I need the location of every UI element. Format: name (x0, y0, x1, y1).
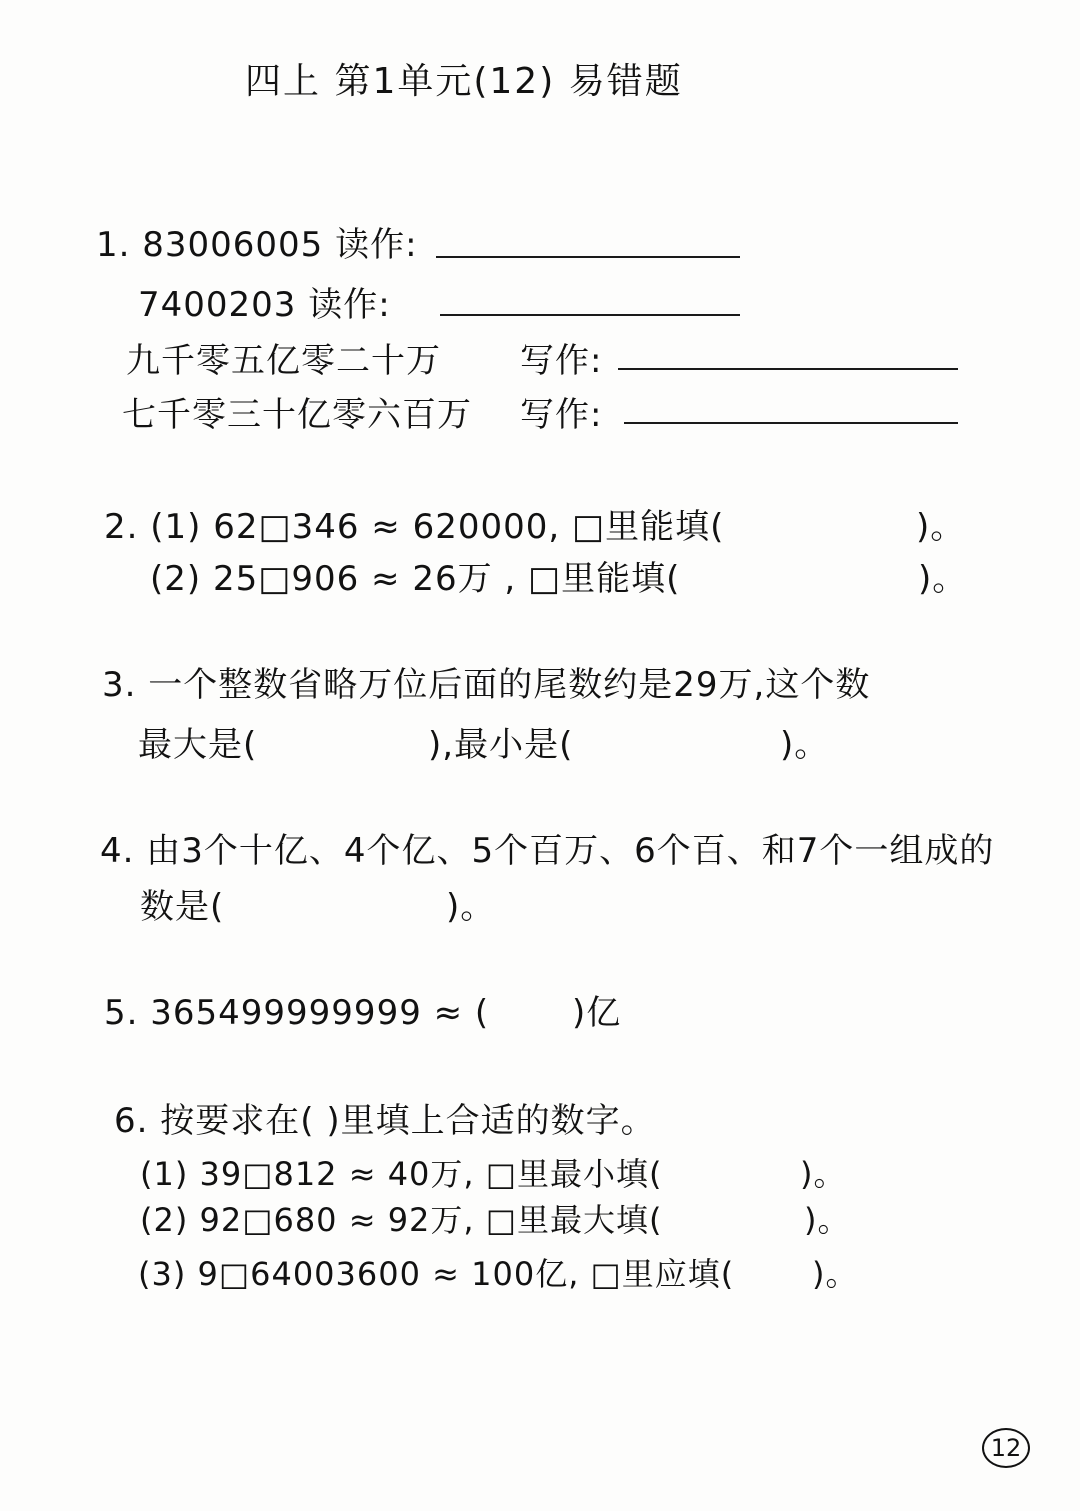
q1-line1: 1. 83006005 读作: (96, 225, 418, 265)
q6-sub1-end: )。 (800, 1155, 847, 1193)
q4-line2-a: 数是( (140, 887, 225, 927)
q1-blank1[interactable] (436, 256, 740, 258)
q5-line1: 5. 365499999999 ≈ ( (104, 993, 490, 1033)
q1-line2: 7400203 读作: (138, 285, 391, 325)
q1-blank4[interactable] (624, 422, 958, 424)
q1-blank3[interactable] (618, 368, 958, 370)
q6-sub2: (2) 92□680 ≈ 92万, □里最大填( (140, 1201, 663, 1239)
q2-line2: (2) 25□906 ≈ 26万 , □里能填( (150, 559, 681, 599)
q3-line2-a: 最大是( (138, 725, 258, 765)
q1-line4-left: 七千零三十亿零六百万 (122, 395, 472, 435)
q4-line1: 4. 由3个十亿、4个亿、5个百万、6个百、和7个一组成的 (100, 831, 995, 871)
q6-sub1: (1) 39□812 ≈ 40万, □里最小填( (140, 1155, 663, 1193)
q3-line2-c: )。 (780, 725, 830, 765)
q4-line2-b: )。 (446, 887, 496, 927)
q6-sub3: (3) 9□64003600 ≈ 100亿, □里应填( (138, 1255, 735, 1293)
q2-line2-end: )。 (918, 559, 968, 599)
q3-line2-b: ),最小是( (428, 725, 574, 765)
q5-line1-end: )亿 (572, 993, 622, 1033)
q1-line3-left: 九千零五亿零二十万 (126, 341, 441, 381)
q2-line1-end: )。 (916, 507, 966, 547)
q3-line1: 3. 一个整数省略万位后面的尾数约是29万,这个数 (102, 665, 871, 705)
q6-sub3-end: )。 (812, 1255, 859, 1293)
q1-line3-right: 写作: (520, 341, 603, 381)
q2-line1: 2. (1) 62□346 ≈ 620000, □里能填( (104, 507, 725, 547)
q6-line1: 6. 按要求在( )里填上合适的数字。 (114, 1101, 656, 1141)
page-title: 四上 第1单元(12) 易错题 (245, 61, 683, 102)
page-number: 12 (982, 1428, 1030, 1468)
q1-blank2[interactable] (440, 314, 740, 316)
q6-sub2-end: )。 (804, 1201, 851, 1239)
q1-line4-right: 写作: (520, 395, 603, 435)
